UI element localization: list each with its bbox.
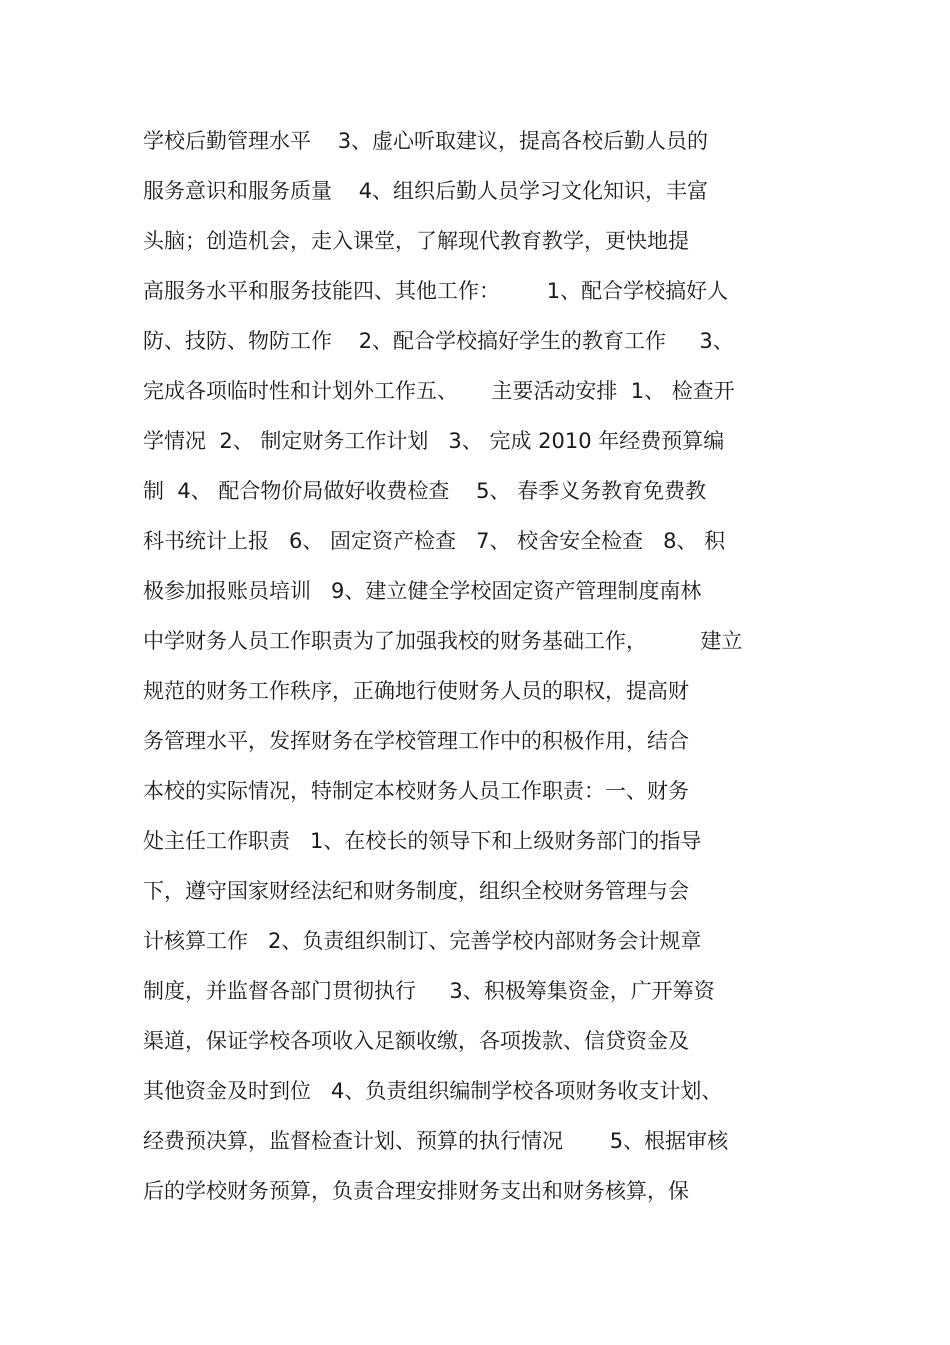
text-line-8: 制 4、 配合物价局做好收费检查 5、 春季义务教育免费教: [143, 479, 707, 503]
text-line-2: 服务意识和服务质量 4、组织后勤人员学习文化知识，丰富: [143, 179, 709, 203]
text-line-10: 极参加报账员培训 9、建立健全学校固定资产管理制度南林: [143, 579, 702, 603]
text-line-18: 制度，并监督各部门贯彻执行 3、积极筹集资金，广开筹资: [143, 979, 715, 1003]
text-line-15: 处主任工作职责 1、在校长的领导下和上级财务部门的指导: [143, 829, 702, 853]
text-line-1: 学校后勤管理水平 3、虚心听取建议，提高各校后勤人员的: [143, 129, 709, 153]
text-line-19: 渠道，保证学校各项收入足额收缴，各项拨款、信贷资金及: [143, 1029, 689, 1053]
text-line-14: 本校的实际情况，特制定本校财务人员工作职责：一、财务: [143, 779, 689, 803]
text-line-4: 高服务水平和服务技能四、其他工作： 1、配合学校搞好人: [143, 279, 729, 303]
text-line-20: 其他资金及时到位 4、负责组织编制学校各项财务收支计划、: [143, 1079, 723, 1103]
text-line-9: 科书统计上报 6、 固定资产检查 7、 校舍安全检查 8、 积: [143, 529, 726, 553]
text-line-13: 务管理水平，发挥财务在学校管理工作中的积极作用，结合: [143, 729, 689, 753]
text-line-5: 防、技防、物防工作 2、配合学校搞好学生的教育工作 3、: [143, 329, 734, 353]
text-line-12: 规范的财务工作秩序，正确地行使财务人员的职权，提高财: [143, 679, 689, 703]
text-line-16: 下，遵守国家财经法纪和财务制度，组织全校财务管理与会: [143, 879, 689, 903]
text-line-7: 学情况 2、 制定财务工作计划 3、 完成 2010 年经费预算编: [143, 429, 725, 453]
text-line-6: 完成各项临时性和计划外工作五、 主要活动安排 1、 检查开: [143, 379, 735, 403]
text-line-17: 计核算工作 2、负责组织制订、完善学校内部财务会计规章: [143, 929, 702, 953]
text-line-21: 经费预决算，监督检查计划、预算的执行情况 5、根据审核: [143, 1129, 729, 1153]
text-line-22: 后的学校财务预算，负责合理安排财务支出和财务核算，保: [143, 1179, 689, 1203]
body-text: [143, 116, 843, 1216]
text-line-3: 头脑；创造机会，走入课堂，了解现代教育教学，更快地提: [143, 229, 689, 253]
text-line-11: 中学财务人员工作职责为了加强我校的财务基础工作， 建立: [143, 629, 743, 653]
